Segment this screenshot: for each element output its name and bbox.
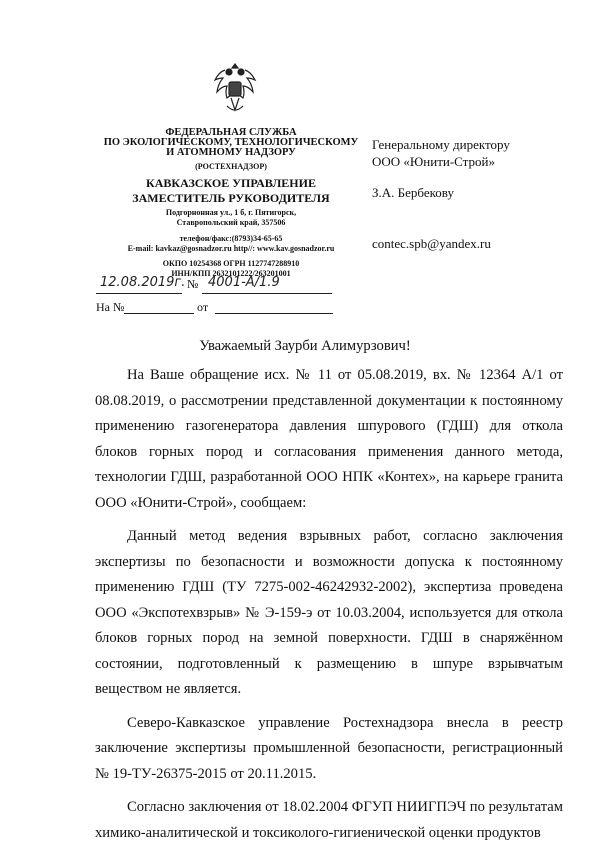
reference-from-label: от: [197, 300, 209, 314]
agency-short-name: (РОСТЕХНАДЗОР): [195, 162, 267, 171]
letter-body: [95, 363, 563, 846]
division-name: КАВКАЗСКОЕ УПРАВЛЕНИЕ: [146, 176, 316, 190]
inn-kpp: ИНН/КПП 2632101222/263201001: [171, 269, 291, 278]
recipient-email: contec.spb@yandex.ru: [372, 236, 491, 251]
phone-fax: телефон/факс:(8793)34-65-65: [179, 234, 283, 243]
reference-number-line: [124, 313, 194, 314]
salutation: Уважаемый Заурби Алимурзович!: [199, 338, 411, 354]
coat-of-arms-emblem: [211, 60, 259, 116]
okpo-ogrn: ОКПО 10254368 ОГРН 1127747288910: [162, 259, 300, 268]
address-line1: Подгорнонная ул., 1 б, г. Пятигорск,: [165, 208, 297, 217]
email-web: E-mail: kavkaz@gosnadzor.ru http//: www.kav.gosnadzor.ru: [127, 244, 335, 253]
agency-name-line3: И АТОМНОМУ НАДЗОРУ: [166, 147, 296, 158]
reference-date-line: [215, 313, 333, 314]
paragraph-2: Данный метод ведения взрывных работ, согласно заключения экспертизы по безопасности и возможности допуска к постоянному применению ГДШ (ТУ 7275-002-46242932-2002), экспертиза проведена ООО «Экспотехвзрыв» № Э-159-э от 10.03.2004, используется для откола блоков горных пород на земной поверхности. ГДШ в снаряжённом состоянии, подготовленный к размещению в шпуре взрывчатым веществом не является.: [95, 528, 563, 697]
paragraph-3: Северо-Кавказское управление Ростехнадзора внесла в реестр заключение экспертизы промышленной безопасности, регистрационный № 19-ТУ-26375-2015 от 20.11.2015.: [95, 714, 563, 782]
outgoing-date: 12.08.2019г.: [100, 275, 186, 290]
paragraph-4: Согласно заключения от 18.02.2004 ФГУП НИИГПЭЧ по результатам химико-аналитической и токсиколого-гигиенической оценки продуктов: [95, 799, 563, 841]
recipient-position: Генеральному директору: [372, 137, 510, 152]
number-underline: [202, 293, 332, 294]
paragraph-1: На Ваше обращение исх. № 11 от 05.08.2019, вх. № 12364 А/1 от 08.08.2019, о рассмотрении представленной документации к постоянному применению газогенератора давления шпурового (ГДШ) для откола блоков горных пород и согласования применения данного метода, технологии ГДШ, разработанной ООО НПК «Контех», на карьере гранита ООО «Юнити-Строй», сообщаем:: [95, 367, 563, 511]
date-underline: [96, 293, 182, 294]
number-label: №: [187, 277, 199, 291]
reference-label: На №: [96, 300, 125, 314]
recipient-name: З.А. Бербекову: [372, 185, 454, 200]
agency-name-line2: ПО ЭКОЛОГИЧЕСКОМУ, ТЕХНОЛОГИЧЕСКОМУ: [103, 137, 359, 148]
signatory-position: ЗАМЕСТИТЕЛЬ РУКОВОДИТЕЛЯ: [132, 191, 330, 205]
address-line2: Ставропольский край, 357506: [176, 218, 286, 227]
letterhead: [96, 128, 366, 279]
outgoing-number: 4001-А/1.9: [208, 275, 280, 290]
recipient-company: ООО «Юнити-Строй»: [372, 154, 495, 169]
agency-name-line1: ФЕДЕРАЛЬНАЯ СЛУЖБА: [165, 127, 297, 138]
